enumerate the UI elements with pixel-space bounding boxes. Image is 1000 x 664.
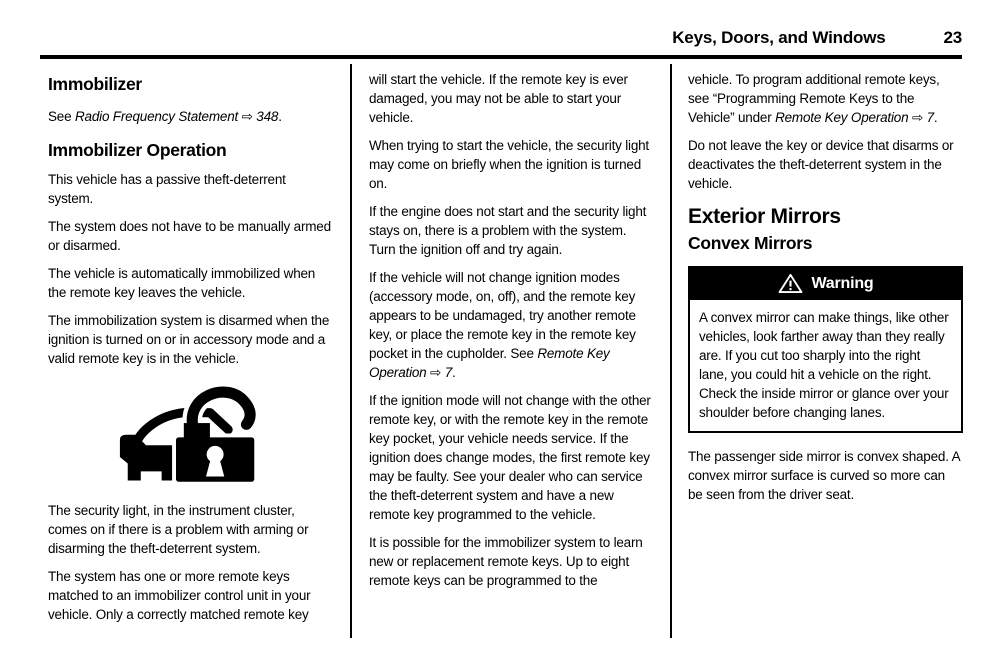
reference-title: Remote Key Operation (775, 110, 909, 125)
reference-arrow: ⇨ (238, 109, 257, 124)
paragraph: will start the vehicle. If the remote key is ever damaged, you may not be able to start your vehicle. (369, 72, 628, 125)
reference-page: 348 (256, 109, 279, 124)
column-divider (350, 64, 352, 638)
cross-reference-paragraph (688, 70, 963, 127)
text-run: . (278, 109, 282, 124)
warning-box (688, 266, 963, 433)
warning-text: A convex mirror can make things, like other vehicles, look farther away than they really are. If you cut too sharply into the right lane, you could hit a vehicle on the right. Check the inside mirror or glance over your shoulder before changing lanes. (699, 310, 949, 420)
text-run: . (933, 110, 938, 125)
warning-title: Warning (811, 275, 874, 292)
column-3 (688, 70, 963, 513)
text-run: . (452, 365, 456, 380)
chapter-title: Keys, Doors, and Windows (672, 28, 886, 47)
reference-page: 7 (444, 365, 453, 380)
paragraph: Do not leave the key or device that disarms or deactivates the theft-deterrent system in the vehicle. (688, 138, 954, 191)
paragraph: The system has one or more remote keys matched to an immobilizer control unit in your vehicle. Only a correctly matched remote key (48, 569, 311, 622)
reference-title: Remote Key Operation (369, 346, 610, 380)
warning-body (690, 300, 961, 431)
paragraph: This vehicle has a passive theft-deterrent system. (48, 172, 286, 206)
warning-triangle-icon (778, 273, 803, 294)
cross-reference-paragraph (48, 107, 334, 126)
warning-header (690, 268, 961, 300)
page-number: 23 (943, 28, 962, 47)
heading-exterior-mirrors: Exterior Mirrors (688, 205, 841, 228)
paragraph: If the engine does not start and the security light stays on, there is a problem with the system. Turn the ignition off and try again. (369, 204, 647, 257)
header-rule (40, 55, 962, 59)
column-divider (670, 64, 672, 638)
paragraph: The vehicle is automatically immobilized when the remote key leaves the vehicle. (48, 266, 316, 300)
reference-page: 7 (926, 110, 934, 125)
column-1 (48, 70, 334, 633)
vehicle-immobilizer-lock-icon (116, 380, 266, 487)
text-run: See (48, 109, 75, 124)
paragraph: The system does not have to be manually armed or disarmed. (48, 219, 331, 253)
reference-title: Radio Frequency Statement (74, 109, 239, 124)
paragraph: When trying to start the vehicle, the security light may come on briefly when the ignition is turned on. (369, 138, 649, 191)
column-2 (369, 70, 653, 599)
text-run: vehicle. To program additional remote keys, see “Programming Remote Keys to the Vehicle” under (688, 72, 940, 125)
running-header (40, 28, 962, 48)
paragraph: The security light, in the instrument cluster, comes on if there is a problem with arming or disarming the theft-deterrent system. (48, 503, 309, 556)
cross-reference-paragraph (369, 268, 653, 382)
heading-convex-mirrors: Convex Mirrors (688, 233, 813, 253)
paragraph: It is possible for the immobilizer system to learn new or replacement remote keys. Up to eight remote keys can be programmed to the (369, 535, 643, 588)
paragraph: The passenger side mirror is convex shaped. A convex mirror surface is curved so more can be seen from the driver seat. (688, 449, 960, 502)
reference-arrow: ⇨ (426, 365, 445, 380)
text-run: If the vehicle will not change ignition modes (accessory mode, on, off), and the remote key appears to be undamaged, try another remote key, or place the remote key in the remote key pocket in the cupholder. See (369, 270, 636, 361)
heading-immobilizer-operation: Immobilizer Operation (48, 140, 227, 160)
paragraph: If the ignition mode will not change with the other remote key, or with the remote key in the remote key pocket, your vehicle needs service. If the ignition does change modes, the first remote key may be faulty. See your dealer who can service the theft-deterrent system and have a new remote key programmed to the vehicle. (369, 393, 651, 522)
heading-immobilizer: Immobilizer (48, 74, 142, 94)
paragraph: The immobilization system is disarmed when the ignition is turned on or in accessory mode and a valid remote key is in the vehicle. (48, 313, 330, 366)
reference-arrow: ⇨ (908, 110, 927, 125)
